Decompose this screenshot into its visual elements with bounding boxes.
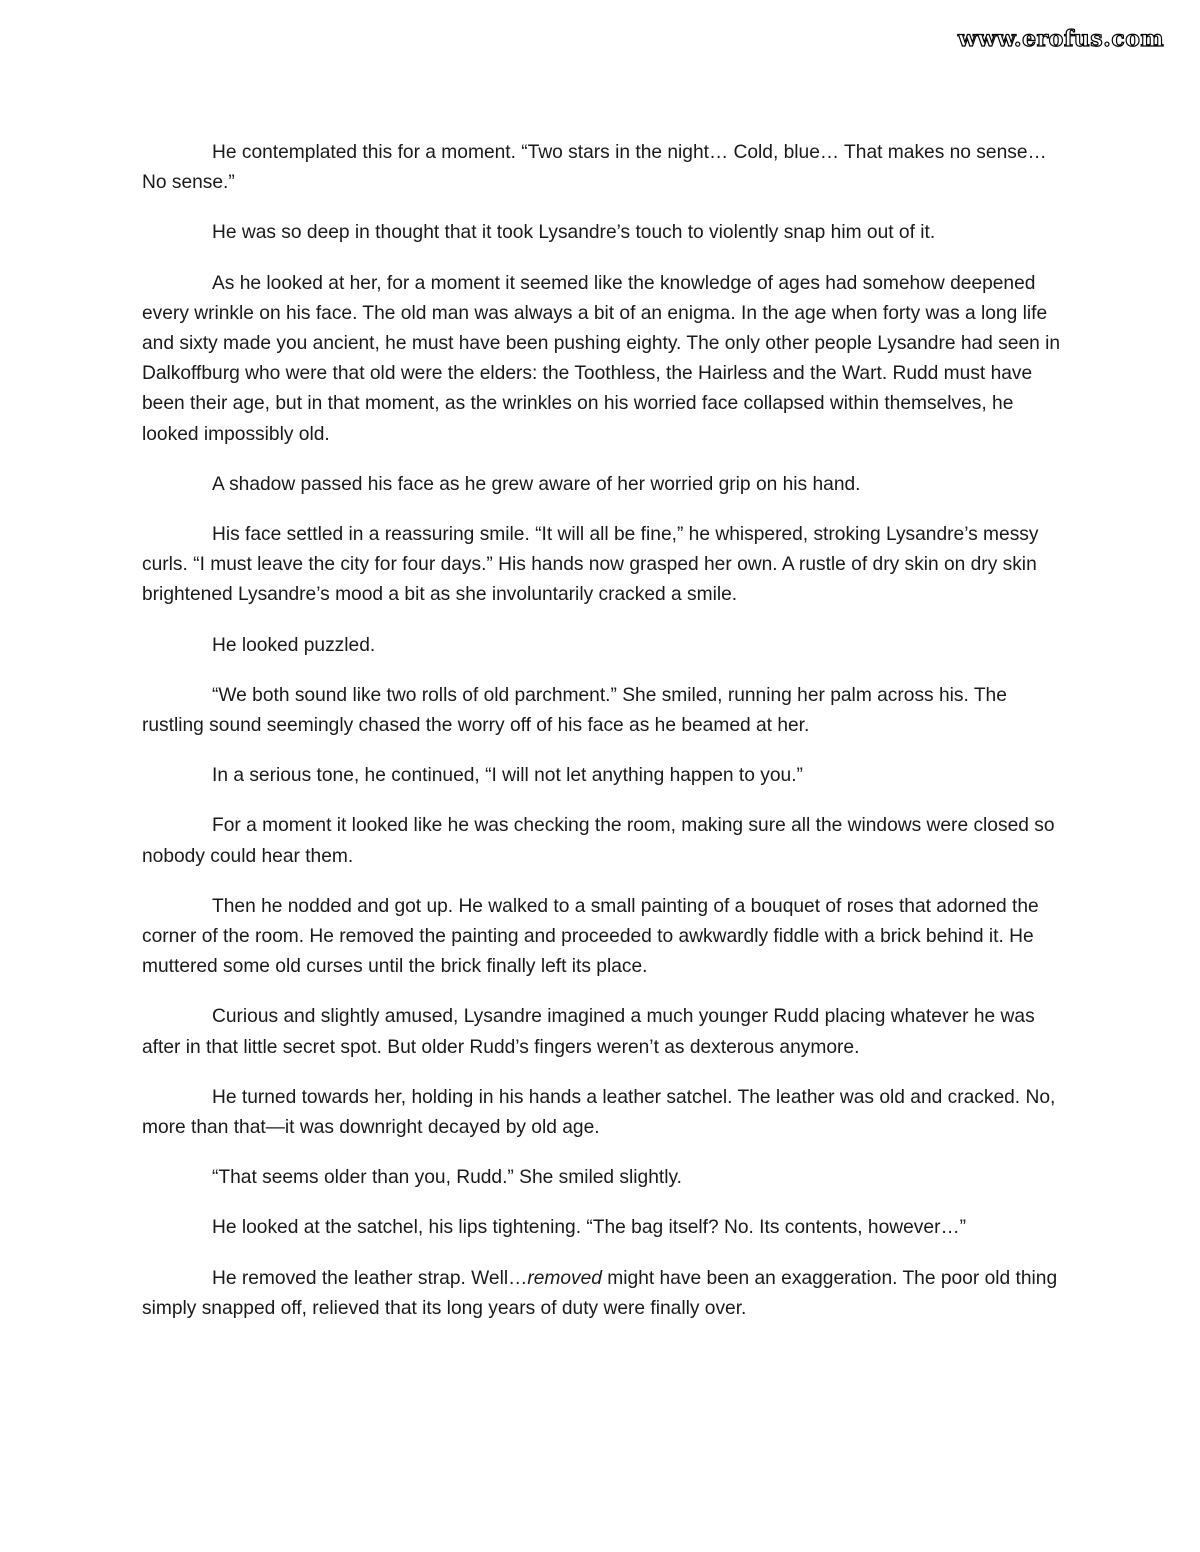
paragraph: His face settled in a reassuring smile. “It will all be fine,” he whispered, stroking Lysandre’s messy curls. “I must leave the city for four days.” His hands now grasped her own. A rustle of dry skin on dry skin brightened Lysandre’s mood a bit as she involuntarily cracked a smile. (142, 524, 1039, 606)
paragraph-last (142, 1264, 1062, 1324)
paragraph: For a moment it looked like he was checking the room, making sure all the windows were closed so nobody could hear them. (142, 815, 1055, 867)
paragraph: He was so deep in thought that it took Lysandre’s touch to violently snap him out of it. (212, 222, 936, 244)
paragraph-text: might have been an exaggeration. The poor old thing simply snapped off, relieved that its long years of duty were finally over. (142, 1267, 1058, 1319)
paragraph: He turned towards her, holding in his hands a leather satchel. The leather was old and cracked. No, more than that—it was downright decayed by old age. (142, 1086, 1056, 1139)
paragraph: Curious and slightly amused, Lysandre imagined a much younger Rudd placing whatever he was after in that little secret spot. But older Rudd’s fingers weren’t as dexterous anymore. (142, 1006, 1035, 1058)
paragraph: A shadow passed his face as he grew aware of her worried grip on his hand. (212, 473, 861, 495)
watermark-text: www.erofus.com (957, 26, 1165, 52)
document-page (142, 138, 1062, 1344)
emphasis-text: removed (527, 1267, 602, 1289)
paragraph: “We both sound like two rolls of old parchment.” She smiled, running her palm across his. The rustling sound seemingly chased the worry off of his face as he beamed at her. (142, 684, 1007, 737)
paragraph: He contemplated this for a moment. “Two stars in the night… Cold, blue… That makes no sense… No sense.” (142, 142, 1047, 194)
paragraph: He looked puzzled. (212, 634, 376, 656)
paragraph: “That seems older than you, Rudd.” She smiled slightly. (212, 1167, 682, 1189)
paragraph: Then he nodded and got up. He walked to a small painting of a bouquet of roses that adorned the corner of the room. He removed the painting and proceeded to awkwardly fiddle with a brick behind it. He muttered some old curses until the brick finally left its place. (142, 895, 1039, 978)
watermark-logo (956, 22, 1166, 56)
paragraph: As he looked at her, for a moment it seemed like the knowledge of ages had somehow deepened every wrinkle on his face. The old man was always a bit of an enigma. In the age when forty was a long life and sixty made you ancient, he must have been pushing eighty. The only other people Lysandre had seen in Dalkoffburg who were that old were the elders: the Toothless, the Hairless and the Wart. Rudd must have been their age, but in that moment, as the wrinkles on his worried face collapsed within themselves, he looked impossibly old. (142, 272, 1061, 445)
paragraph: In a serious tone, he continued, “I will not let anything happen to you.” (212, 765, 803, 787)
paragraph: He looked at the satchel, his lips tightening. “The bag itself? No. Its contents, however…” (212, 1217, 967, 1239)
paragraph-text: He removed the leather strap. Well… (212, 1267, 528, 1289)
